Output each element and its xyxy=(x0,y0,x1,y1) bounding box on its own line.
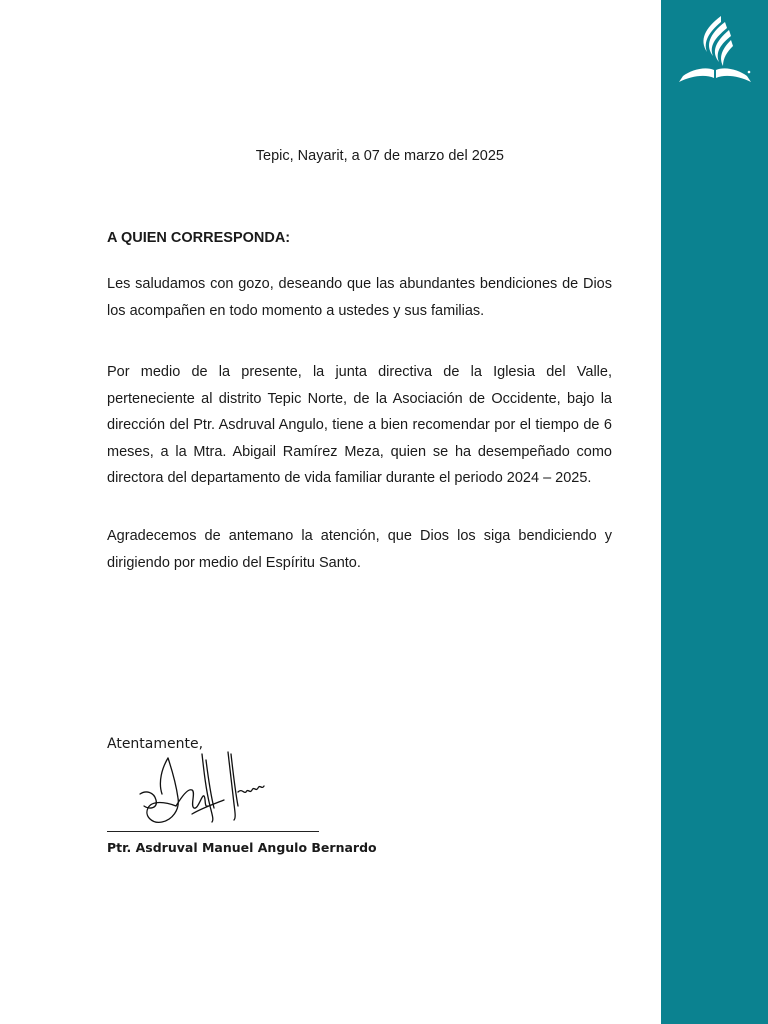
signature-image xyxy=(132,748,272,830)
signature-line xyxy=(107,831,319,832)
date-line: Tepic, Nayarit, a 07 de marzo del 2025 xyxy=(255,148,504,164)
paragraph-thanks: Agradecemos de antemano la atención, que Dios los siga bendiciendo y dirigiendo por medio del Espíritu Santo. xyxy=(107,528,612,571)
salutation: A QUIEN CORRESPONDA: xyxy=(107,230,291,246)
church-flame-bible-logo-icon xyxy=(677,14,753,88)
paragraph-greeting: Les saludamos con gozo, deseando que las abundantes bendiciones de Dios los acompañen en todo momento a ustedes y sus familias. xyxy=(107,276,612,319)
paragraph-recommendation: Por medio de la presente, la junta directiva de la Iglesia del Valle, perteneciente al distrito Tepic Norte, de la Asociación de Occidente, bajo la dirección del Ptr. Asdruval Angulo, tiene a bien recomendar por el tiempo de 6 meses, a la Mtra. Abigail Ramírez Meza, quien se ha desempeñado como directora del departamento de vida familiar durante el periodo 2024 – 2025. xyxy=(107,364,612,486)
signer-name: Ptr. Asdruval Manuel Angulo Bernardo xyxy=(107,840,377,855)
closing-text: Atentamente, xyxy=(107,736,204,752)
brand-sidebar xyxy=(661,0,768,1024)
